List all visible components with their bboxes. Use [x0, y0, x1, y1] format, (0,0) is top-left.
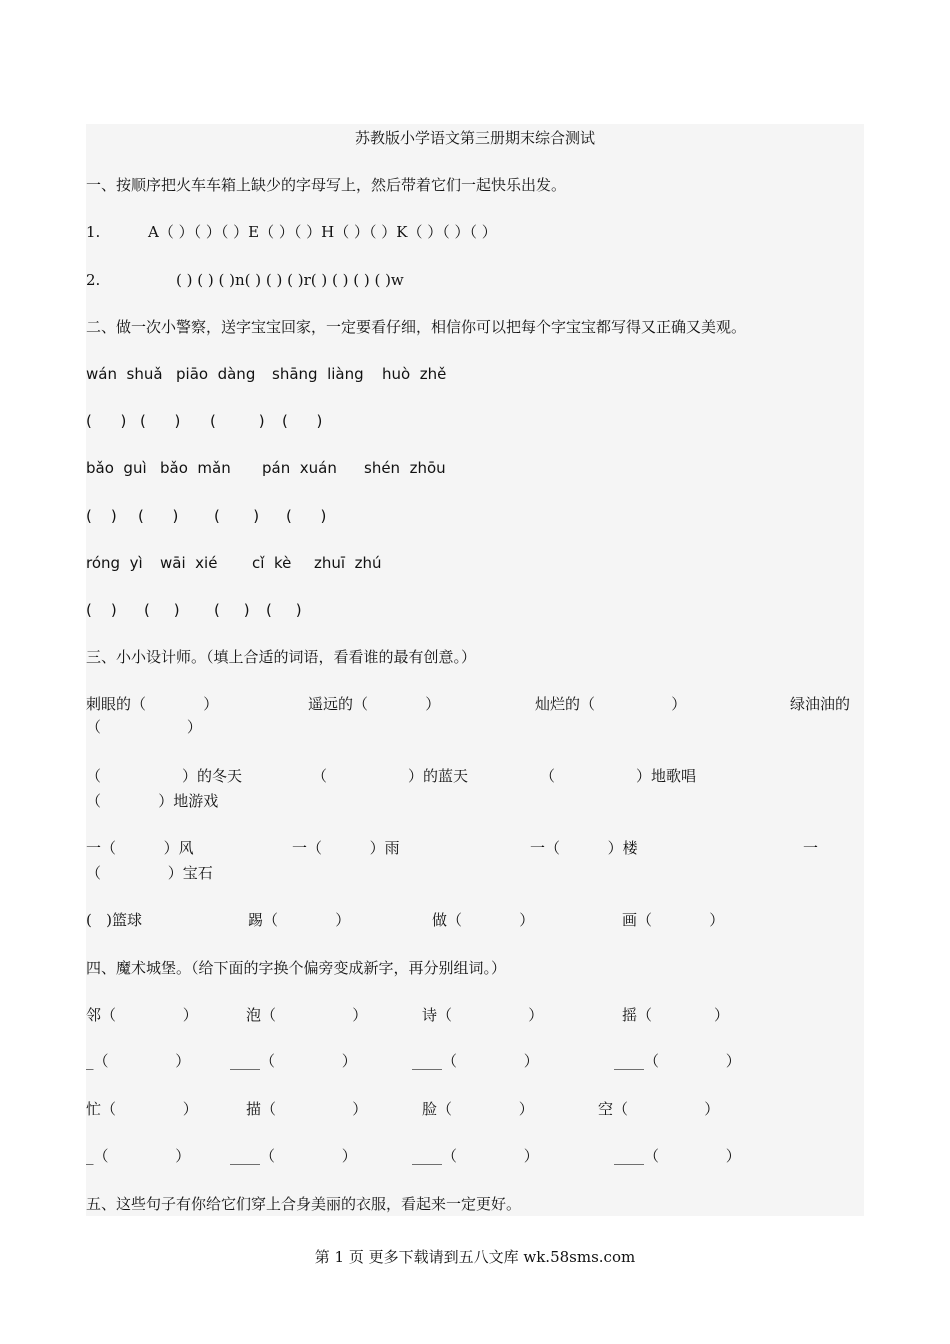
answer-blank: ( )	[86, 412, 127, 430]
fill-item: _（ ）	[86, 1052, 191, 1070]
fill-item: 绿油油的	[790, 695, 851, 713]
pinyin: bǎo mǎn	[160, 459, 231, 477]
answer-blank: ( )	[210, 412, 265, 430]
fill-item: 一（ ）雨	[292, 839, 400, 857]
pinyin: wāi xié	[160, 554, 218, 572]
pinyin: pán xuán	[262, 459, 337, 477]
fill-item: 空（ ）	[598, 1100, 720, 1118]
fill-item: ____（ ）	[614, 1147, 741, 1165]
answer-blank: ( )	[138, 507, 179, 525]
pinyin: wán shuǎ	[86, 365, 163, 383]
answer-blank: ( )	[144, 601, 180, 619]
answer-blank: ( )	[86, 601, 117, 619]
page-title: 苏教版小学语文第三册期末综合测试	[354, 129, 595, 147]
pinyin: huò zhě	[382, 365, 447, 383]
pinyin: zhuī zhú	[314, 554, 382, 572]
fill-item: 灿烂的（ ）	[535, 695, 687, 713]
page-footer: 第 1 页 更多下载请到五八文库 wk.58sms.com	[314, 1248, 636, 1266]
answer-blank: ( )	[282, 412, 323, 430]
answer-blank: ( )	[140, 412, 181, 430]
fill-item: （ ）地游戏	[86, 792, 219, 810]
fill-item: （ ）的蓝天	[312, 767, 469, 785]
fill-item: 摇（ ）	[622, 1006, 729, 1024]
pinyin: róng yì	[86, 554, 143, 572]
sec1-row1-number: 1.	[86, 223, 101, 241]
fill-item: 一（ ）风	[86, 839, 194, 857]
answer-blank: ( )	[214, 507, 260, 525]
fill-item: （ ）地歌唱	[540, 767, 697, 785]
fill-item: （ ）的冬天	[86, 767, 243, 785]
sec1-row2-letters: ( ) ( ) ( )n( ) ( ) ( )r( ) ( ) ( ) ( )w	[176, 271, 404, 289]
fill-item: 邻（ ）	[86, 1006, 198, 1024]
answer-blank: ( )	[286, 507, 327, 525]
section-1-heading: 一、按顺序把火车车箱上缺少的字母写上，然后带着它们一起快乐出发。	[86, 176, 567, 194]
fill-item: ____（ ）	[230, 1052, 357, 1070]
fill-item: 遥远的（ ）	[308, 695, 441, 713]
fill-item: _（ ）	[86, 1147, 191, 1165]
sec1-row2-number: 2.	[86, 271, 101, 289]
pinyin: cǐ kè	[252, 554, 292, 572]
sec1-row1-letters: A（ ）（ ）（ ）E（ ）（ ）H（ ）（ ）K（ ）（ ）（ ）	[148, 223, 497, 241]
fill-item: 做（ ）	[432, 911, 535, 929]
pinyin: shén zhōu	[364, 459, 446, 477]
answer-blank: ( )	[214, 601, 250, 619]
fill-item: 忙（ ）	[86, 1100, 198, 1118]
fill-item: 一（ ）楼	[530, 839, 638, 857]
fill-item: 脸（ ）	[422, 1100, 534, 1118]
fill-item: 刺眼的（ ）	[86, 695, 219, 713]
fill-item: 踢（ ）	[248, 911, 351, 929]
section-5-heading: 五、这些句子有你给它们穿上合身美丽的衣服，看起来一定更好。	[86, 1195, 522, 1213]
pinyin: shāng liàng	[272, 365, 364, 383]
fill-item: （ ）宝石	[86, 864, 213, 882]
fill-item: 描（ ）	[246, 1100, 368, 1118]
fill-item: 画（ ）	[622, 911, 725, 929]
section-3-heading: 三、小小设计师。（填上合适的词语，看看谁的最有创意。）	[86, 648, 477, 666]
section-4-heading: 四、魔术城堡。（给下面的字换个偏旁变成新字，再分别组词。）	[86, 959, 507, 977]
pinyin: piāo dàng	[176, 365, 256, 383]
answer-blank: ( )	[86, 507, 117, 525]
fill-item: ____（ ）	[412, 1052, 539, 1070]
fill-item: ____（ ）	[412, 1147, 539, 1165]
fill-item: （ ）	[86, 718, 202, 736]
fill-item: 诗（ ）	[422, 1006, 544, 1024]
answer-blank: ( )	[266, 601, 302, 619]
pinyin: bǎo guì	[86, 459, 147, 477]
fill-item: ____（ ）	[614, 1052, 741, 1070]
fill-item: ( )篮球	[86, 911, 143, 929]
fill-item: 一	[803, 839, 819, 857]
fill-item: ____（ ）	[230, 1147, 357, 1165]
section-2-heading: 二、做一次小警察，送字宝宝回家，一定要看仔细，相信你可以把每个字宝宝都写得又正确又美观。	[86, 318, 747, 336]
fill-item: 泡（ ）	[246, 1006, 368, 1024]
